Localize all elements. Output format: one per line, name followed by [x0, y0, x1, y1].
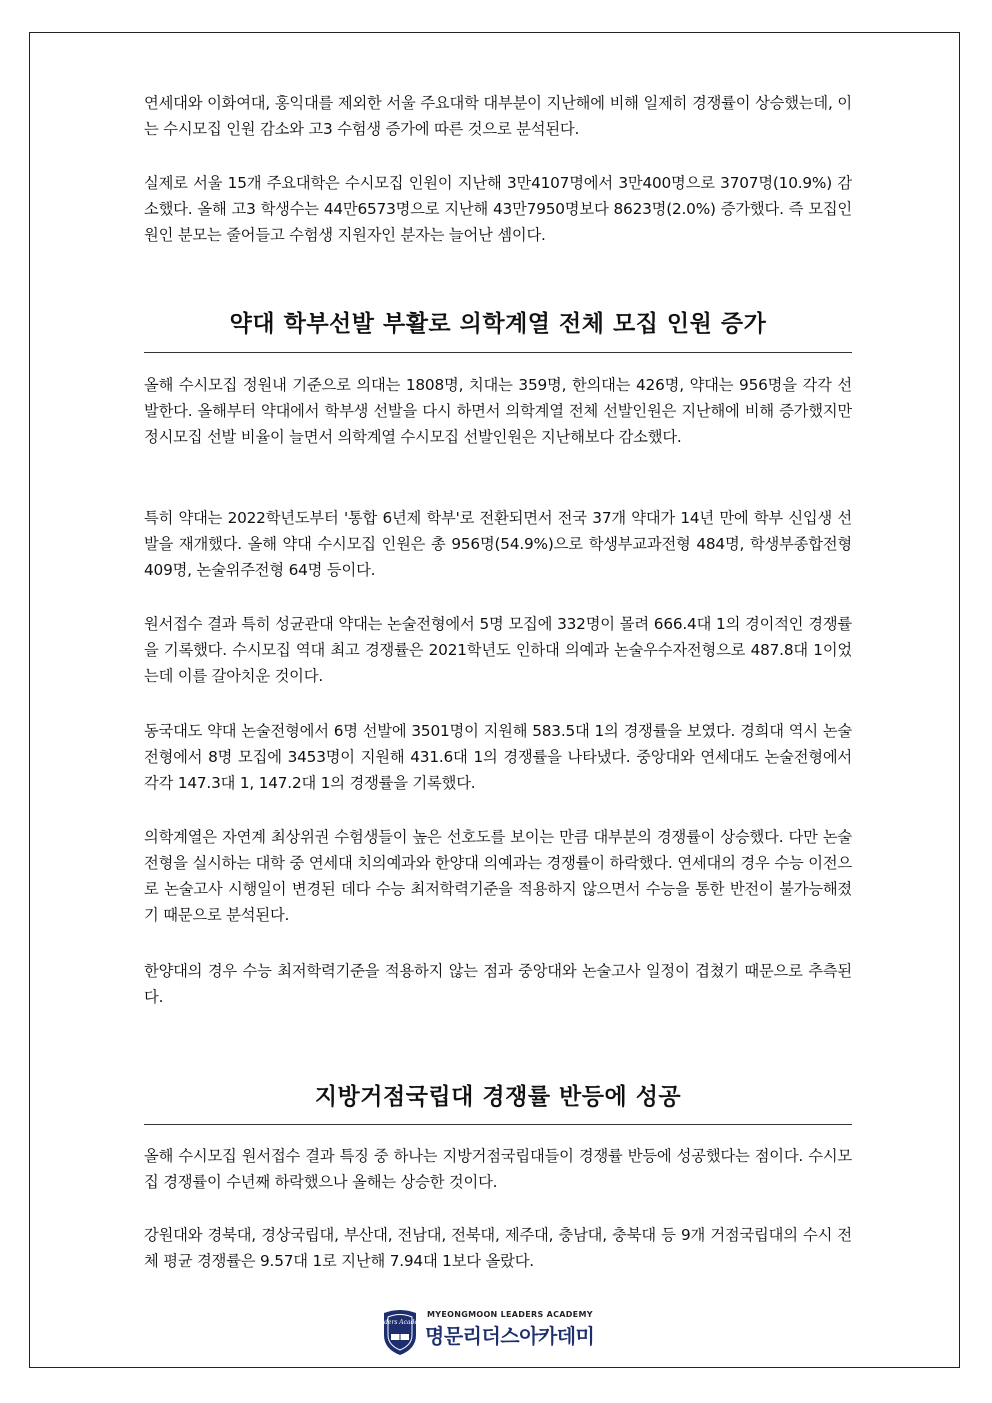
- section-heading-pharmacy: 약대 학부선발 부활로 의학계열 전체 모집 인원 증가: [229, 311, 767, 337]
- paragraph-intro-1: 연세대와 이화여대, 홍익대를 제외한 서울 주요대학 대부분이 지난해에 비해 일제히 경쟁률이 상승했는데, 이는 수시모집 인원 감소와 고3 수험생 증가에 따른 것으로 분석된다.: [144, 94, 852, 138]
- logo-korean: 명문리더스아카데미: [425, 1324, 595, 1348]
- paragraph-pharmacy-5: 의학계열은 자연계 최상위권 수험생들이 높은 선호도를 보이는 만큼 대부분의 경쟁률이 상승했다. 다만 논술전형을 실시하는 대학 중 연세대 치의예과와 한양대 의예과는 경쟁률이 하락했다. 연세대의 경우 수능 이전으로 논술고사 시행일이 변경된 데다 수능 최저학력기준을 적용하지 않으면서 수능을 통한 반전이 불가능해졌기 때문으로 분석된다.: [144, 828, 852, 924]
- paragraph-pharmacy-6: 한양대의 경우 수능 최저학력기준을 적용하지 않는 점과 중앙대와 논술고사 일정이 겹쳤기 때문으로 추측된다.: [144, 962, 852, 1006]
- emblem-text: Leaders Academy: [372, 1319, 428, 1326]
- paragraph-regional-2: 강원대와 경북대, 경상국립대, 부산대, 전남대, 전북대, 제주대, 충남대, 충북대 등 9개 거점국립대의 수시 전체 평균 경쟁률은 9.57대 1로 지난해 7.94대 1보다 올랐다.: [144, 1226, 852, 1270]
- logo-english: MYEONGMOON LEADERS ACADEMY: [427, 1310, 593, 1319]
- paragraph-intro-2: 실제로 서울 15개 주요대학은 수시모집 인원이 지난해 3만4107명에서 3만400명으로 3707명(10.9%) 감소했다. 올해 고3 학생수는 44만6573명으로 지난해 43만7950명보다 8623명(2.0%) 증가했다. 즉 모집인원인 분모는 줄어들고 수험생 지원자인 분자는 늘어난 셈이다.: [144, 174, 852, 244]
- heading-underline: [144, 1124, 852, 1125]
- paragraph-regional-1: 올해 수시모집 원서접수 결과 특징 중 하나는 지방거점국립대들이 경쟁률 반등에 성공했다는 점이다. 수시모집 경쟁률이 수년째 하락했으나 올해는 상승한 것이다.: [144, 1147, 852, 1191]
- academy-emblem-icon: [372, 1307, 428, 1357]
- paragraph-pharmacy-3: 원서접수 결과 특히 성균관대 약대는 논술전형에서 5명 모집에 332명이 몰려 666.4대 1의 경이적인 경쟁률을 기록했다. 수시모집 역대 최고 경쟁률은 2021학년도 인하대 의예과 논술우수자전형으로 487.8대 1이었는데 이를 갈아치운 것이다.: [144, 615, 852, 685]
- section-heading-regional: 지방거점국립대 경쟁률 반등에 성공: [314, 1084, 682, 1110]
- heading-underline: [144, 352, 852, 353]
- paragraph-pharmacy-4: 동국대도 약대 논술전형에서 6명 선발에 3501명이 지원해 583.5대 1의 경쟁률을 보였다. 경희대 역시 논술전형에서 8명 모집에 3453명이 지원해 431.6대 1의 경쟁률을 나타냈다. 중앙대와 연세대도 논술전형에서 각각 147.3대 1, 147.2대 1의 경쟁률을 기록했다.: [144, 722, 852, 792]
- paragraph-pharmacy-1: 올해 수시모집 정원내 기준으로 의대는 1808명, 치대는 359명, 한의대는 426명, 약대는 956명을 각각 선발한다. 올해부터 약대에서 학부생 선발을 다시 하면서 의학계열 전체 선발인원은 지난해에 비해 증가했지만 정시모집 선발 비율이 늘면서 의학계열 수시모집 선발인원은 지난해보다 감소했다.: [144, 376, 852, 446]
- footer-logo: [372, 1305, 640, 1359]
- paragraph-pharmacy-2: 특히 약대는 2022학년도부터 '통합 6년제 학부'로 전환되면서 전국 37개 약대가 14년 만에 학부 신입생 선발을 재개했다. 올해 약대 수시모집 인원은 총 956명(54.9%)으로 학생부교과전형 484명, 학생부종합전형 409명, 논술위주전형 64명 등이다.: [144, 509, 852, 579]
